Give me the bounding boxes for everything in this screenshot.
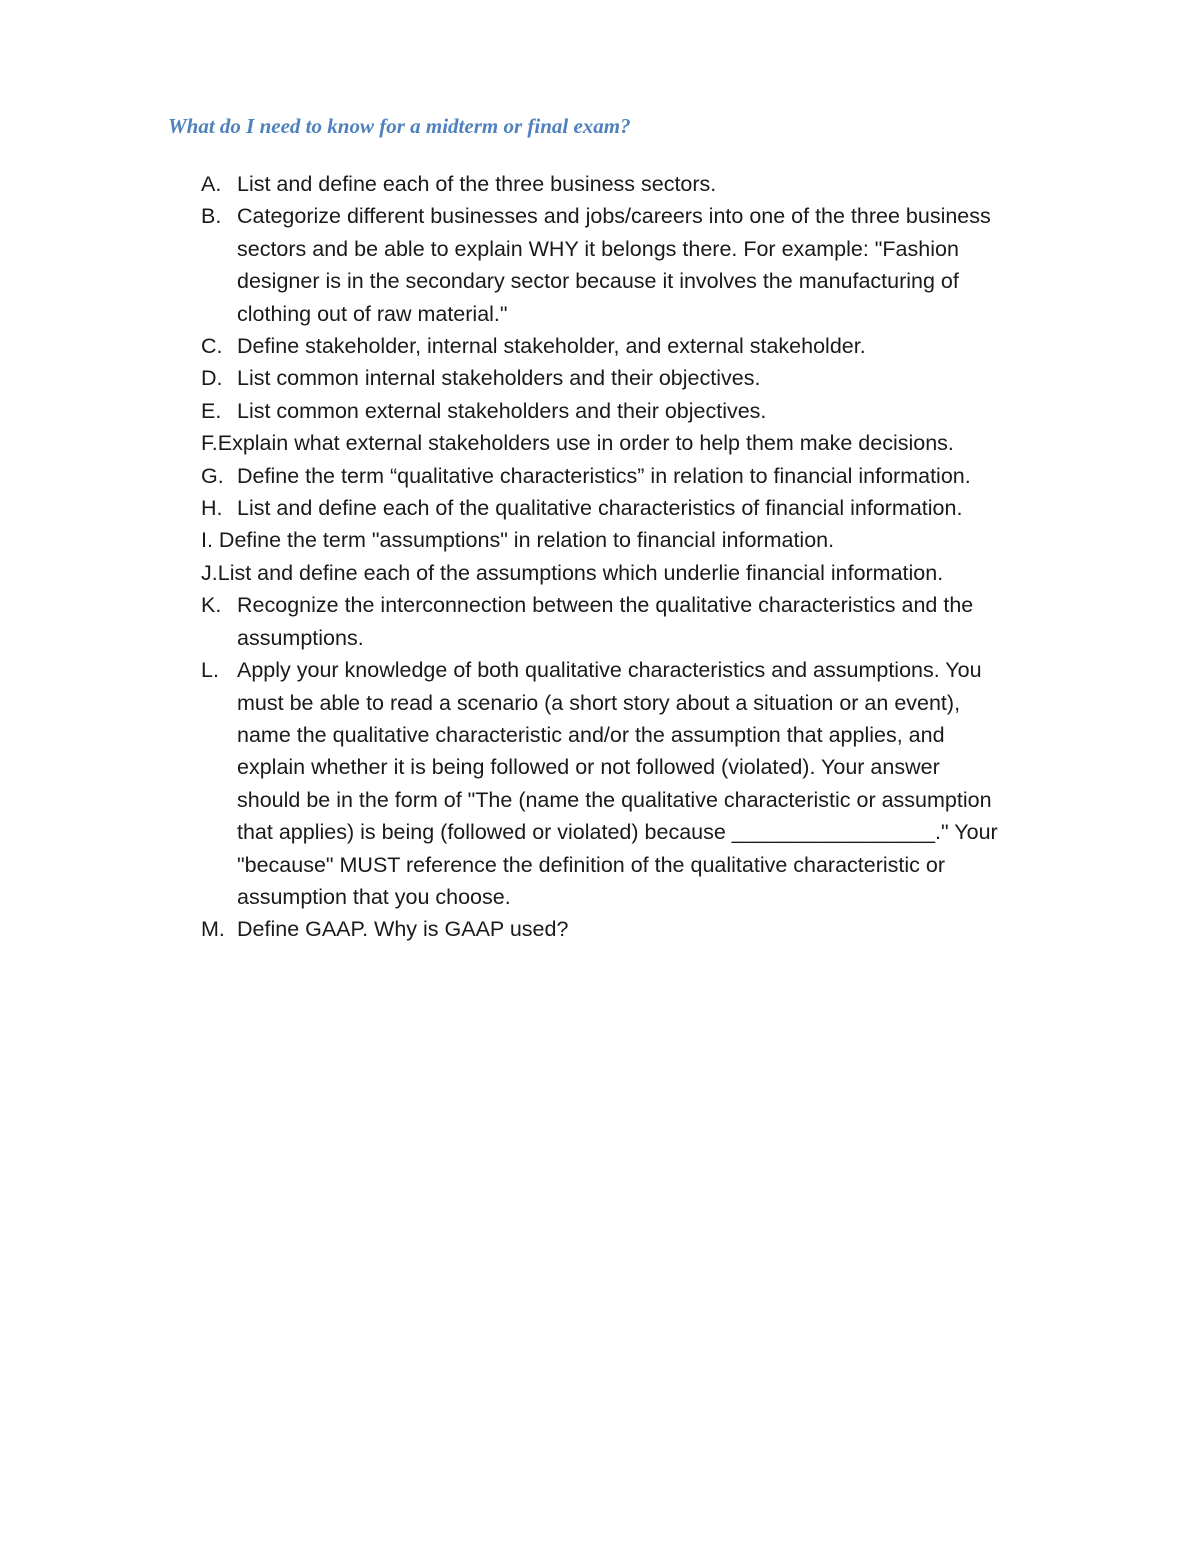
list-item-text-line: name the qualitative characteristic and/or the assumption that applies, and bbox=[237, 722, 945, 747]
list-item-text-line: clothing out of raw material." bbox=[237, 301, 508, 326]
list-item bbox=[201, 168, 1131, 200]
list-item-text-line: Categorize different businesses and jobs/careers into one of the three business bbox=[237, 204, 991, 229]
list-item-text-line: List and define each of the qualitative characteristics of financial information. bbox=[237, 496, 963, 521]
list-item bbox=[201, 200, 1131, 330]
list-item-marker: A. bbox=[201, 172, 222, 196]
list-item-text-line: must be able to read a scenario (a short story about a situation or an event), bbox=[237, 690, 961, 715]
list-item-marker: B. bbox=[201, 204, 222, 229]
list-item-marker: L. bbox=[201, 658, 219, 683]
page-title: What do I need to know for a midterm or final exam? bbox=[168, 114, 631, 138]
list-item-text-line bbox=[201, 557, 1131, 589]
list-item-text-line: "because" MUST reference the definition of the qualitative characteristic or bbox=[237, 852, 946, 877]
list-item-marker: E. bbox=[201, 398, 222, 423]
list-item-text: Explain what external stakeholders use in order to help them make decisions. bbox=[217, 431, 954, 456]
list-item-text-line: sectors and be able to explain WHY it belongs there. For example: "Fashion bbox=[237, 236, 959, 261]
list-item-text-line: explain whether it is being followed or not followed (violated). Your answer bbox=[237, 755, 940, 780]
list-item bbox=[201, 427, 1131, 459]
list-item-text-line bbox=[201, 427, 1131, 459]
list-item bbox=[201, 654, 1131, 913]
list-item-marker: J. bbox=[201, 560, 218, 585]
list-item bbox=[201, 330, 1131, 362]
list-item-text-line: should be in the form of "The (name the qualitative characteristic or assumption bbox=[237, 787, 992, 812]
list-item-marker: H. bbox=[201, 496, 223, 521]
list-item-text-line: List common external stakeholders and their objectives. bbox=[237, 398, 767, 423]
list-item-text-line bbox=[201, 524, 1131, 556]
list-item-marker: I. bbox=[201, 528, 219, 553]
list-item bbox=[201, 557, 1131, 589]
list-item-text-line: Define stakeholder, internal stakeholder, and external stakeholder. bbox=[237, 334, 866, 359]
list-item-text-line: assumption that you choose. bbox=[237, 884, 511, 909]
list-item-marker: G. bbox=[201, 463, 224, 488]
list-item-text-line: Apply your knowledge of both qualitative characteristics and assumptions. You bbox=[237, 658, 982, 683]
exam-topics-list bbox=[201, 168, 1131, 946]
list-item-text-line: designer is in the secondary sector because it involves the manufacturing of bbox=[237, 269, 959, 294]
list-item-marker: F. bbox=[201, 431, 218, 456]
list-item-marker: K. bbox=[201, 593, 222, 618]
list-item bbox=[201, 913, 1131, 945]
list-item-marker: M. bbox=[201, 917, 225, 942]
list-item-text: Define the term "assumptions" in relation to financial information. bbox=[218, 528, 835, 553]
list-item-text-line: assumptions. bbox=[237, 625, 364, 650]
list-item-marker: C. bbox=[201, 334, 223, 359]
list-item-text-line: Recognize the interconnection between the qualitative characteristics and the bbox=[237, 593, 974, 618]
list-item bbox=[201, 460, 1131, 492]
list-item-text-line: List and define each of the three business sectors. bbox=[237, 172, 717, 196]
list-item bbox=[201, 395, 1131, 427]
list-item-text: List and define each of the assumptions which underlie financial information. bbox=[217, 560, 944, 585]
list-item-text-line: that applies) is being (followed or violated) because _________________." Your bbox=[237, 820, 998, 845]
list-item bbox=[201, 362, 1131, 394]
list-item-text-line: Define GAAP. Why is GAAP used? bbox=[237, 917, 569, 942]
list-item-text-line: List common internal stakeholders and their objectives. bbox=[237, 366, 761, 391]
list-item-marker: D. bbox=[201, 366, 223, 391]
list-item bbox=[201, 589, 1131, 654]
list-item bbox=[201, 492, 1131, 524]
list-item bbox=[201, 524, 1131, 556]
list-item-text-line: Define the term “qualitative characteristics” in relation to financial information. bbox=[237, 463, 971, 488]
